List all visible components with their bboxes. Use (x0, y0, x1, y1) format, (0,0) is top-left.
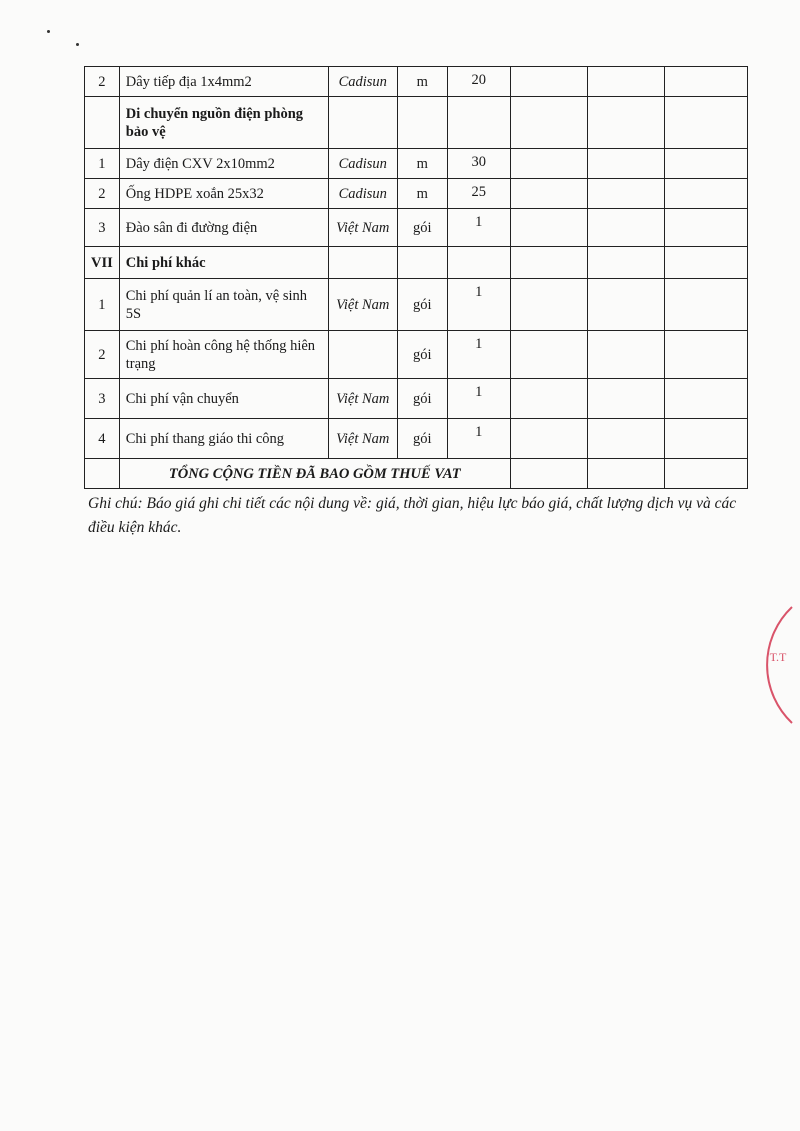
cell-empty (664, 179, 747, 209)
cell-qty (447, 247, 510, 279)
table-row (85, 149, 748, 179)
cell-empty (510, 419, 587, 459)
cell-qty: 1 (447, 331, 510, 379)
quotation-table (84, 66, 748, 489)
cell-empty (664, 379, 747, 419)
cell-empty (510, 67, 587, 97)
cell-brand: Cadisun (328, 179, 397, 209)
cell-empty (587, 419, 664, 459)
cell-brand: Việt Nam (328, 279, 397, 331)
cell-stt: 2 (85, 67, 120, 97)
cell-qty: 20 (447, 67, 510, 97)
total-label: TỔNG CỘNG TIỀN ĐÃ BAO GỒM THUẾ VAT (119, 459, 510, 489)
cell-name: Chi phí quản lí an toàn, vệ sinh 5S (119, 279, 328, 331)
cell-empty (587, 279, 664, 331)
cell-brand (328, 247, 397, 279)
cell-unit: gói (397, 379, 447, 419)
stamp-arc (767, 607, 792, 723)
cell-name: Đào sân đi đường điện (119, 209, 328, 247)
cell-stt: 1 (85, 149, 120, 179)
total-row (85, 459, 748, 489)
cell-unit: m (397, 67, 447, 97)
cell-stt: 2 (85, 331, 120, 379)
cell-name: Chi phí hoàn công hệ thống hiên trạng (119, 331, 328, 379)
cell-empty (664, 459, 747, 489)
red-stamp (752, 605, 797, 725)
cell-brand (328, 97, 397, 149)
cell-empty (510, 97, 587, 149)
cell-empty (510, 209, 587, 247)
cell-stt: VII (85, 247, 120, 279)
cell-empty (587, 209, 664, 247)
cell-empty (664, 209, 747, 247)
cell-unit: gói (397, 331, 447, 379)
cell-empty (510, 379, 587, 419)
cell-empty (664, 97, 747, 149)
cell-stt: 2 (85, 179, 120, 209)
cell-empty (510, 331, 587, 379)
table-row (85, 331, 748, 379)
cell-brand: Cadisun (328, 149, 397, 179)
cell-name: Ống HDPE xoắn 25x32 (119, 179, 328, 209)
stamp-text: T.T (769, 650, 787, 664)
cell-stt: 3 (85, 379, 120, 419)
scan-speck (47, 30, 50, 33)
cell-brand: Việt Nam (328, 209, 397, 247)
scan-speck (76, 43, 79, 46)
table-row (85, 179, 748, 209)
cell-unit: m (397, 149, 447, 179)
cell-brand (328, 331, 397, 379)
section-row (85, 97, 748, 149)
note-text: Ghi chú: Báo giá ghi chi tiết các nội dung về: giá, thời gian, hiệu lực báo giá, chất lượng dịch vụ và các điều kiện khác. (88, 495, 737, 536)
cell-unit: gói (397, 279, 447, 331)
table-row (85, 379, 748, 419)
cell-unit (397, 247, 447, 279)
cell-brand: Cadisun (328, 67, 397, 97)
cell-brand: Việt Nam (328, 419, 397, 459)
cell-empty (587, 379, 664, 419)
cell-qty (447, 97, 510, 149)
cell-qty: 1 (447, 279, 510, 331)
cell-stt (85, 97, 120, 149)
cell-empty (664, 419, 747, 459)
cell-empty (664, 149, 747, 179)
cell-empty (587, 97, 664, 149)
cell-brand: Việt Nam (328, 379, 397, 419)
cell-empty (664, 67, 747, 97)
cell-empty (587, 459, 664, 489)
cell-empty (510, 247, 587, 279)
table-row (85, 279, 748, 331)
cell-name: Di chuyển nguồn điện phòng bảo vệ (119, 97, 328, 149)
cell-name: Chi phí thang giáo thi công (119, 419, 328, 459)
cell-qty: 1 (447, 379, 510, 419)
cell-empty (587, 149, 664, 179)
cell-name: Dây tiếp địa 1x4mm2 (119, 67, 328, 97)
table-row (85, 419, 748, 459)
cell-empty (587, 179, 664, 209)
cell-empty (664, 247, 747, 279)
cell-empty (587, 331, 664, 379)
cell-empty (587, 67, 664, 97)
cell-name: Chi phí vận chuyển (119, 379, 328, 419)
cell-unit: gói (397, 209, 447, 247)
cell-unit (397, 97, 447, 149)
cell-stt: 1 (85, 279, 120, 331)
cell-stt: 3 (85, 209, 120, 247)
table-row (85, 209, 748, 247)
cell-name: Chi phí khác (119, 247, 328, 279)
cell-unit: gói (397, 419, 447, 459)
cell-empty (510, 279, 587, 331)
cell-empty (510, 179, 587, 209)
cell-empty (85, 459, 120, 489)
cell-unit: m (397, 179, 447, 209)
cell-qty: 25 (447, 179, 510, 209)
table-row (85, 67, 748, 97)
cell-empty (664, 331, 747, 379)
cell-empty (587, 247, 664, 279)
cell-name: Dây điện CXV 2x10mm2 (119, 149, 328, 179)
cell-stt: 4 (85, 419, 120, 459)
cell-qty: 30 (447, 149, 510, 179)
cell-empty (510, 459, 587, 489)
cell-qty: 1 (447, 419, 510, 459)
cell-qty: 1 (447, 209, 510, 247)
cell-empty (510, 149, 587, 179)
cell-empty (664, 279, 747, 331)
section-row (85, 247, 748, 279)
